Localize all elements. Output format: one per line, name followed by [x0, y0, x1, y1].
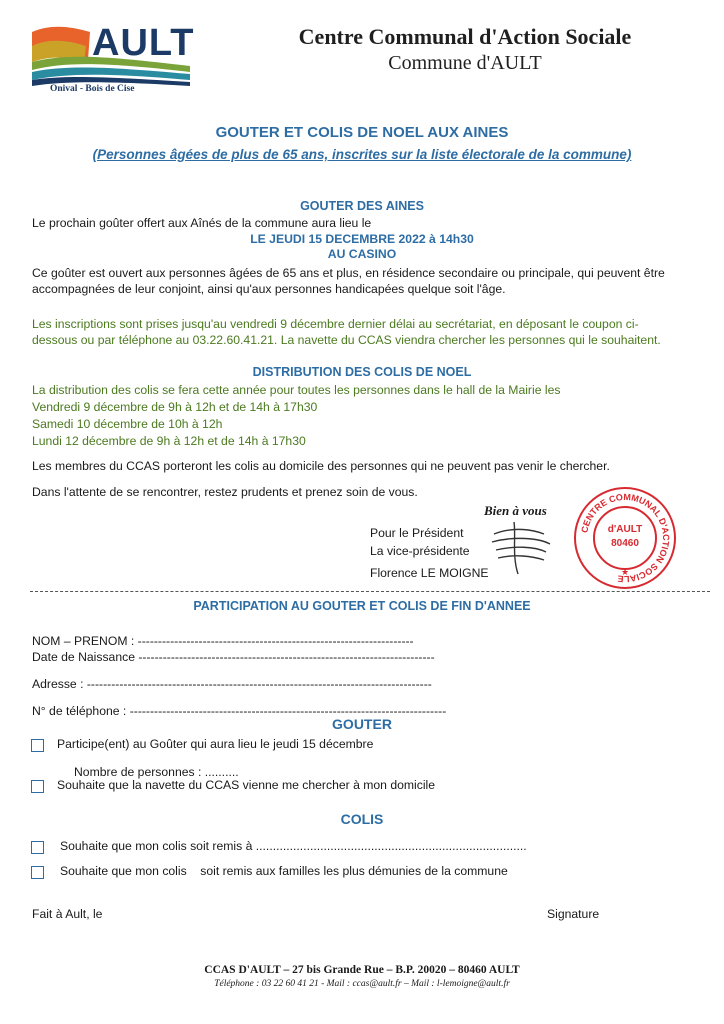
colis-form-heading: COLIS — [340, 811, 384, 827]
distribution-closing: Dans l'attente de se rencontrer, restez prudents et prenez soin de vous. — [32, 485, 418, 499]
birthdate-field[interactable] — [32, 650, 435, 665]
distribution-section-title: DISTRIBUTION DES COLIS DE NOEL — [252, 365, 472, 379]
shuttle-label: Souhaite que la navette du CCAS vienne me chercher à mon domicile — [57, 778, 436, 792]
footer-address: CCAS D'AULT – 27 bis Grande Rue – B.P. 20020 – 80460 AULT — [204, 964, 520, 976]
organisation-title: Centre Communal d'Action Sociale — [298, 24, 632, 49]
colis-donate-label: Souhaite que mon colis soit remis aux familles les plus démunies de la commune — [60, 864, 508, 878]
signatory-role-1: Pour le Président — [370, 526, 464, 540]
gouter-form-heading: GOUTER — [332, 716, 392, 732]
address-label: Adresse : — [32, 677, 87, 691]
gouter-para2-line1: Les inscriptions sont prises jusqu'au vendredi 9 décembre dernier délai au secrétariat, en déposant le coupon ci- — [32, 317, 639, 331]
done-at-label: Fait à Ault, le — [32, 907, 103, 921]
distribution-line: La distribution des colis se fera cette année pour toutes les personnes dans le hall de la Mairie les — [32, 383, 561, 397]
stamp-line-1: d'AULT — [607, 524, 643, 535]
phone-label: N° de téléphone : — [32, 704, 130, 718]
cut-line — [30, 591, 710, 592]
distribution-line: Lundi 12 décembre de 9h à 12h et de 14h à 17h30 — [32, 434, 306, 448]
distribution-line: Samedi 10 décembre de 10h à 12h — [32, 417, 223, 431]
document-subtitle: (Personnes âgées de plus de 65 ans, inscrites sur la liste électorale de la commune) — [92, 147, 632, 162]
gouter-date: LE JEUDI 15 DECEMBRE 2022 à 14h30 — [250, 232, 474, 246]
name-field[interactable] — [32, 634, 414, 649]
gouter-participate-label: Participe(ent) au Goûter qui aura lieu le jeudi 15 décembre — [57, 737, 374, 751]
ault-logo — [30, 22, 195, 102]
colis-remit-checkbox[interactable] — [31, 841, 44, 854]
phone-value[interactable]: ------------------------------------------------------------------------------ — [129, 704, 447, 718]
gouter-section-title: GOUTER DES AINES — [300, 199, 424, 213]
footer-contacts: Téléphone : 03 22 60 41 21 - Mail : ccas@ault.fr – Mail : l-lemoigne@ault.fr — [214, 979, 510, 989]
form-title: PARTICIPATION AU GOUTER ET COLIS DE FIN D'ANNEE — [193, 599, 531, 613]
document-title: GOUTER ET COLIS DE NOEL AUX AINES — [215, 124, 509, 141]
name-label: NOM – PRENOM : — [32, 634, 138, 648]
gouter-participate-checkbox[interactable] — [31, 739, 44, 752]
address-value[interactable]: ------------------------------------------------------------------------------------- — [86, 677, 432, 691]
organisation-subtitle: Commune d'AULT — [388, 52, 542, 74]
handwritten-greeting: Bien à vous — [484, 503, 547, 518]
gouter-para2-line2: dessous ou par téléphone au 03.22.60.41.21. La navette du CCAS viendra chercher les personnes qui le souhaitent. — [32, 333, 661, 347]
stamp-star: ★ — [620, 567, 630, 577]
logo-subtitle: Onival - Bois de Cise — [50, 84, 135, 94]
birthdate-value[interactable]: ------------------------------------------------------------------------- — [138, 650, 435, 664]
signatory-name: Florence LE MOIGNE — [370, 566, 489, 580]
gouter-para1-line2: accompagnées de leur conjoint, ainsi qu'aux personnes handicapées quelque soit l'âge. — [32, 282, 506, 296]
birthdate-label: Date de Naissance — [32, 650, 139, 664]
distribution-line: Vendredi 9 décembre de 9h à 12h et de 14h à 17h30 — [32, 400, 318, 414]
shuttle-checkbox[interactable] — [31, 780, 44, 793]
logo-word: AULT — [92, 22, 195, 64]
official-stamp — [574, 487, 676, 589]
stamp-ring-label: CENTRE COMMUNAL D'ACTION SOCIALE — [579, 491, 672, 585]
gouter-place: AU CASINO — [327, 247, 397, 261]
address-field[interactable] — [32, 677, 432, 692]
colis-donate-checkbox[interactable] — [31, 866, 44, 879]
name-value[interactable]: -------------------------------------------------------------------- — [137, 634, 414, 648]
signature-label: Signature — [547, 907, 600, 921]
people-count-field[interactable]: Nombre de personnes : .......... — [74, 765, 239, 779]
colis-remit-label: Souhaite que mon colis soit remis à ................................................................................ — [60, 839, 527, 853]
gouter-intro: Le prochain goûter offert aux Aînés de la commune aura lieu le — [32, 216, 372, 230]
signatory-role-2: La vice-présidente — [370, 544, 470, 558]
distribution-members: Les membres du CCAS porteront les colis au domicile des personnes qui ne peuvent pas venir le chercher. — [32, 459, 610, 473]
gouter-para1-line1: Ce goûter est ouvert aux personnes âgées de 65 ans et plus, en résidence secondaire ou principale, qui peuvent être — [32, 266, 665, 280]
stamp-line-2: 80460 — [611, 538, 639, 549]
handwritten-signature-graphic — [484, 516, 564, 582]
